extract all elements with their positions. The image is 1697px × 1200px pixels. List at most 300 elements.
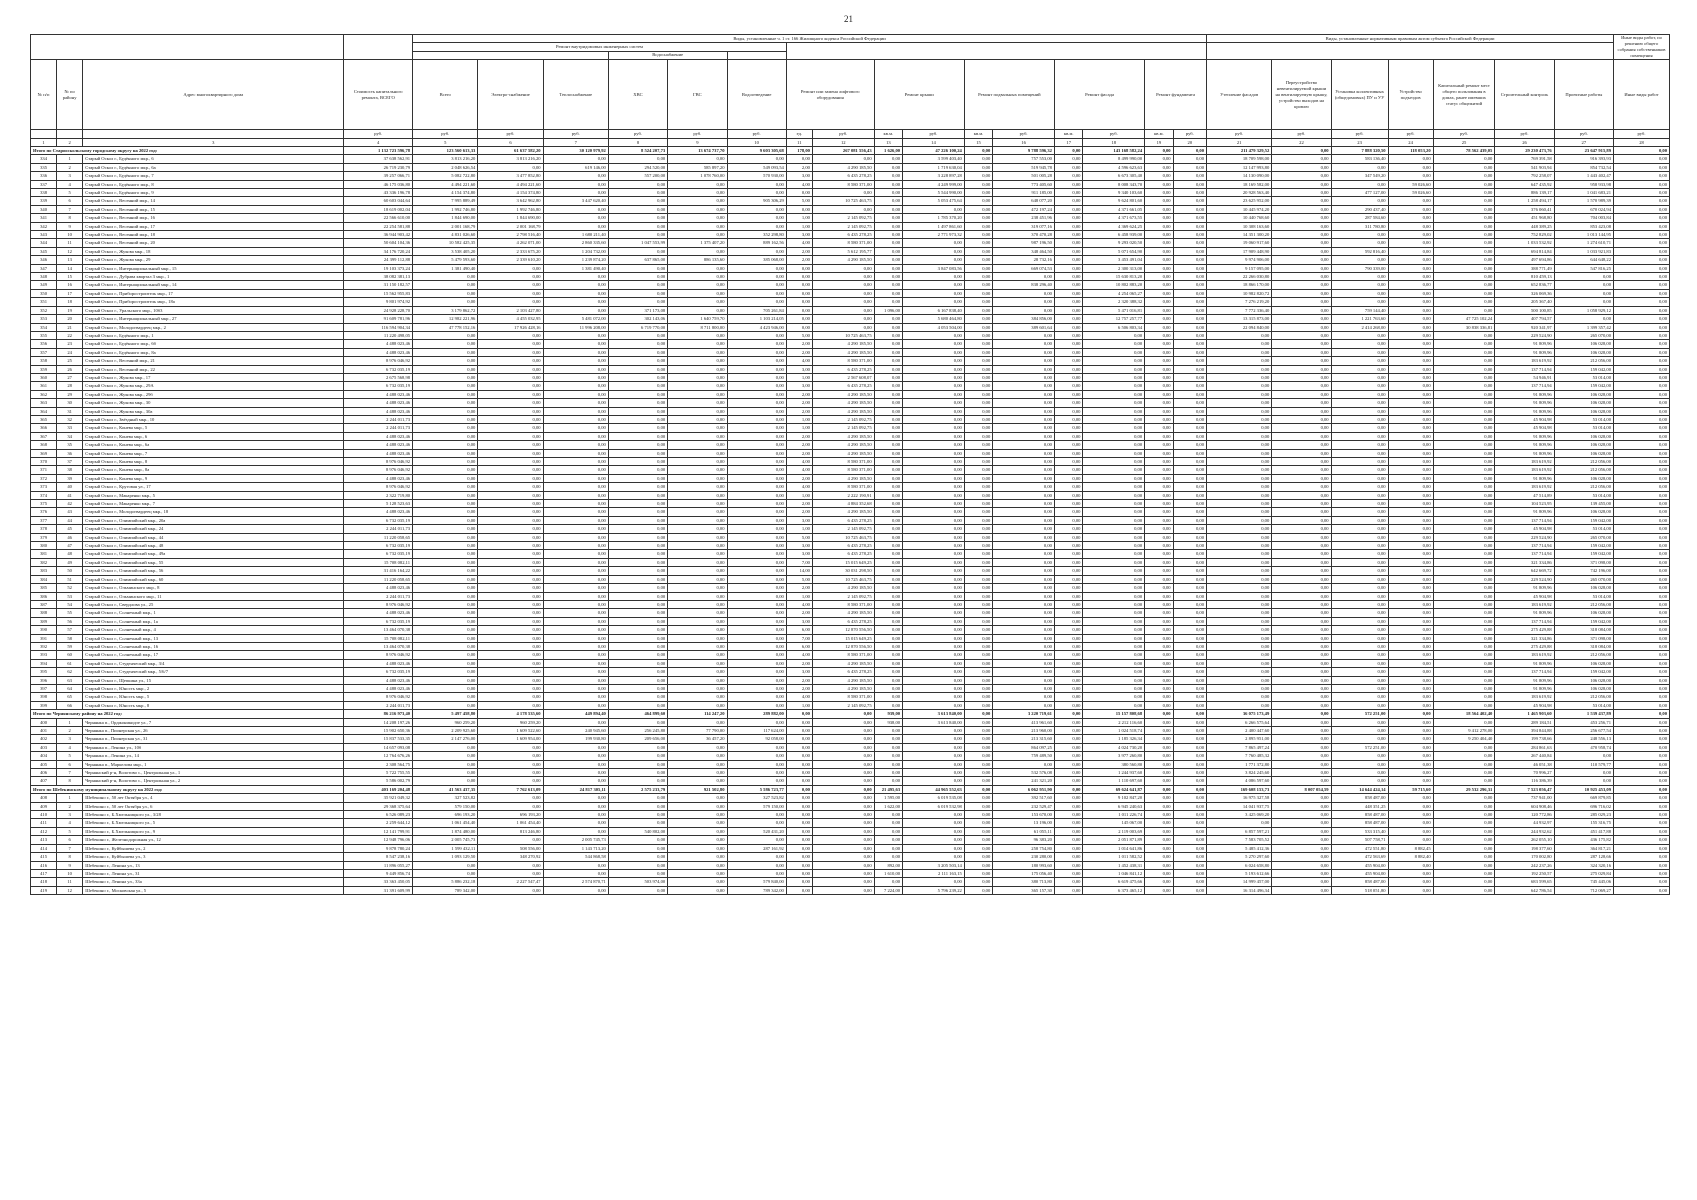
- value-cell: 26 719 230,79: [344, 163, 413, 171]
- value-cell: 572 251,00: [1331, 710, 1388, 718]
- value-cell: 2,00: [786, 500, 812, 508]
- value-cell: 347 549,20: [1331, 172, 1388, 180]
- value-cell: 0,00: [727, 189, 786, 197]
- value-cell: 0,00: [1054, 668, 1082, 676]
- value-cell: 9 624 801,60: [1083, 197, 1145, 205]
- value-cell: 0,00: [478, 491, 543, 499]
- address-cell: Старый Оскол г., Солнечный мкр., 13: [83, 634, 344, 642]
- value-cell: 3 179 862,72: [413, 306, 478, 314]
- value-cell: 0,00: [478, 373, 543, 381]
- row-number: 343: [31, 231, 57, 239]
- value-cell: 413 961,60: [993, 718, 1055, 726]
- value-cell: 0,00: [1272, 819, 1331, 827]
- district-number: 11: [57, 878, 83, 886]
- value-cell: 9 340 103,60: [1083, 189, 1145, 197]
- value-cell: 455 904,00: [1331, 861, 1388, 869]
- value-cell: 0,00: [1614, 609, 1670, 617]
- value-cell: 3,00: [786, 617, 812, 625]
- value-cell: 0,00: [478, 516, 543, 524]
- value-cell: 0,00: [1173, 231, 1206, 239]
- district-number: 52: [57, 584, 83, 592]
- value-cell: 0,00: [1145, 651, 1173, 659]
- value-cell: 38 082 381,13: [344, 273, 413, 281]
- column-number-cell: 22: [1272, 138, 1331, 146]
- value-cell: 0,00: [478, 617, 543, 625]
- column-titles-row: [31, 60, 1670, 130]
- row-number: 349: [31, 281, 57, 289]
- value-cell: 451 968,80: [1495, 214, 1554, 222]
- value-cell: 0,00: [993, 642, 1055, 650]
- value-cell: 0,00: [1054, 886, 1082, 894]
- value-cell: 6 732 035,19: [344, 617, 413, 625]
- value-cell: 6 732 035,19: [344, 542, 413, 550]
- value-cell: 60 603 044,64: [344, 197, 413, 205]
- value-cell: 0,00: [874, 483, 902, 491]
- value-cell: 0,00: [1433, 197, 1495, 205]
- value-cell: 0,00: [1433, 525, 1495, 533]
- value-cell: 1 011 582,52: [1083, 853, 1145, 861]
- value-cell: 0,00: [1054, 424, 1082, 432]
- value-cell: 0,00: [1272, 172, 1331, 180]
- value-cell: 0,00: [1272, 231, 1331, 239]
- value-cell: 0,00: [786, 785, 812, 793]
- value-cell: 0,00: [478, 348, 543, 356]
- value-cell: 0,00: [608, 449, 667, 457]
- value-cell: 0,00: [1331, 239, 1388, 247]
- value-cell: 0,00: [964, 516, 992, 524]
- value-cell: 0,00: [543, 760, 608, 768]
- value-cell: 0,00: [727, 264, 786, 272]
- value-cell: 36 944 903,42: [344, 231, 413, 239]
- value-cell: 175 056,40: [993, 869, 1055, 877]
- value-cell: 0,00: [993, 533, 1055, 541]
- value-cell: 0,00: [1433, 802, 1495, 810]
- value-cell: 0,00: [964, 247, 992, 255]
- address-cell: Старый Оскол г., Студенческий мкр., 5/6/7: [83, 668, 344, 676]
- address-cell: Шебекино г., Б.Хмельницкого ул., 3/28: [83, 811, 344, 819]
- value-cell: 0,00: [903, 474, 965, 482]
- value-cell: 0,00: [874, 222, 902, 230]
- table-row: [31, 365, 1670, 373]
- value-cell: 0,00: [993, 365, 1055, 373]
- district-number: 40: [57, 483, 83, 491]
- value-cell: 0,00: [903, 819, 965, 827]
- value-cell: 1,00: [786, 222, 812, 230]
- value-cell: 19 060 917,60: [1207, 239, 1272, 247]
- value-cell: 0,00: [727, 659, 786, 667]
- row-number: 417: [31, 869, 57, 877]
- value-cell: 0,00: [874, 735, 902, 743]
- value-cell: 0,00: [668, 180, 727, 188]
- value-cell: 4 488 023,46: [344, 399, 413, 407]
- value-cell: 0,00: [478, 584, 543, 592]
- district-number: 64: [57, 684, 83, 692]
- value-cell: 0,00: [608, 853, 667, 861]
- value-cell: 0,00: [1272, 735, 1331, 743]
- value-cell: 0,00: [1207, 432, 1272, 440]
- value-cell: 0,00: [1173, 466, 1206, 474]
- value-cell: 0,00: [874, 239, 902, 247]
- value-cell: 0,00: [993, 693, 1055, 701]
- table-row: [31, 491, 1670, 499]
- value-cell: 8 711 800,00: [668, 323, 727, 331]
- address-cell: Старый Оскол г., Жукова мкр., 18: [83, 247, 344, 255]
- value-cell: 7 888 320,50: [1331, 146, 1388, 154]
- value-cell: 0,00: [1145, 718, 1173, 726]
- value-cell: 0,00: [1614, 878, 1670, 886]
- header-spacer: [413, 51, 609, 59]
- value-cell: 9 412 278,00: [1433, 727, 1495, 735]
- value-cell: 0,00: [668, 231, 727, 239]
- value-cell: 0,00: [543, 584, 608, 592]
- value-cell: 0,00: [964, 743, 992, 751]
- page-number: 21: [844, 14, 853, 24]
- value-cell: 0,00: [1145, 365, 1173, 373]
- value-cell: 0,00: [964, 466, 992, 474]
- value-cell: 0,00: [1433, 491, 1495, 499]
- table-row: [31, 163, 1670, 171]
- value-cell: 0,00: [903, 365, 965, 373]
- value-cell: 0,00: [903, 634, 965, 642]
- value-cell: 0,00: [478, 407, 543, 415]
- value-cell: 0,00: [543, 693, 608, 701]
- value-cell: 0,00: [727, 289, 786, 297]
- value-cell: 5 082 722,80: [413, 172, 478, 180]
- value-cell: 212 056,00: [1554, 483, 1613, 491]
- value-cell: 0,00: [786, 273, 812, 281]
- value-cell: 0,00: [1433, 214, 1495, 222]
- value-cell: 29 532 296,31: [1433, 785, 1495, 793]
- value-cell: 0,00: [1145, 256, 1173, 264]
- value-cell: 0,00: [1433, 878, 1495, 886]
- value-cell: 0,00: [1083, 500, 1145, 508]
- value-cell: 0,00: [668, 592, 727, 600]
- value-cell: 0,00: [1331, 651, 1388, 659]
- value-cell: 544 868,58: [543, 853, 608, 861]
- value-cell: 0,00: [903, 626, 965, 634]
- value-cell: 0,00: [964, 811, 992, 819]
- value-cell: 0,00: [1083, 348, 1145, 356]
- value-cell: 0,00: [1083, 432, 1145, 440]
- value-cell: 159 042,00: [1554, 668, 1613, 676]
- unit-cell: руб.: [1331, 130, 1388, 138]
- value-cell: 91 809,96: [1495, 348, 1554, 356]
- value-cell: 6 732 035,19: [344, 550, 413, 558]
- value-cell: 1 381 490,40: [543, 264, 608, 272]
- value-cell: 0,00: [543, 752, 608, 760]
- value-cell: 0,00: [608, 676, 667, 684]
- value-cell: 0,00: [727, 609, 786, 617]
- address-cell: Старый Оскол г., Приборостроитель мкр., 18а: [83, 298, 344, 306]
- table-row: [31, 575, 1670, 583]
- value-cell: 604 908,46: [1495, 802, 1554, 810]
- district-number: 36: [57, 449, 83, 457]
- value-cell: 0,00: [1614, 668, 1670, 676]
- value-cell: 0,00: [1145, 727, 1173, 735]
- row-number: 360: [31, 373, 57, 381]
- value-cell: 0,00: [668, 794, 727, 802]
- value-cell: 12 147 993,80: [1207, 163, 1272, 171]
- value-cell: 0,00: [1614, 205, 1670, 213]
- value-cell: 1 452 438,31: [1083, 861, 1145, 869]
- value-cell: 0,00: [903, 853, 965, 861]
- district-number: 42: [57, 500, 83, 508]
- value-cell: 436 175,82: [1554, 836, 1613, 844]
- value-cell: 0,00: [1083, 373, 1145, 381]
- value-cell: 0,00: [1614, 525, 1670, 533]
- value-cell: 0,00: [1173, 382, 1206, 390]
- value-cell: 0,00: [608, 718, 667, 726]
- value-cell: 0,00: [1433, 668, 1495, 676]
- value-cell: 0,00: [874, 189, 902, 197]
- value-cell: 321 334,86: [1495, 634, 1554, 642]
- value-cell: 0,00: [993, 558, 1055, 566]
- value-cell: 1 258 494,17: [1495, 197, 1554, 205]
- table-row: [31, 432, 1670, 440]
- value-cell: 0,00: [874, 449, 902, 457]
- value-cell: 0,00: [1145, 743, 1173, 751]
- value-cell: 4 488 023,46: [344, 684, 413, 692]
- value-cell: 0,00: [964, 146, 992, 154]
- value-cell: 0,00: [903, 684, 965, 692]
- row-number: 351: [31, 298, 57, 306]
- value-cell: 0,00: [993, 449, 1055, 457]
- address-cell: Старый Оскол г., Конева мкр., 6: [83, 432, 344, 440]
- value-cell: 0,00: [543, 626, 608, 634]
- row-number: 377: [31, 516, 57, 524]
- value-cell: 0,00: [1173, 584, 1206, 592]
- value-cell: 0,00: [1054, 617, 1082, 625]
- value-cell: 14 999 457,00: [1207, 878, 1272, 886]
- table-row: [31, 617, 1670, 625]
- value-cell: 0,00: [1207, 399, 1272, 407]
- value-cell: 0,00: [903, 273, 965, 281]
- value-cell: 0,00: [786, 735, 812, 743]
- value-cell: 47 514,89: [1495, 491, 1554, 499]
- value-cell: 6 619 475,66: [1083, 878, 1145, 886]
- value-cell: 0,00: [1388, 861, 1433, 869]
- value-cell: 642 786,54: [1495, 886, 1554, 894]
- value-cell: 0,00: [1388, 407, 1433, 415]
- table-row: [31, 600, 1670, 608]
- value-cell: 0,00: [478, 575, 543, 583]
- value-cell: 0,00: [1388, 878, 1433, 886]
- value-cell: 2 244 011,73: [344, 424, 413, 432]
- value-cell: 256 677,54: [1554, 727, 1613, 735]
- value-cell: 13 674 737,70: [668, 146, 727, 154]
- table-row: [31, 273, 1670, 281]
- district-number: 16: [57, 281, 83, 289]
- value-cell: 1 061 454,40: [478, 819, 543, 827]
- table-row: [31, 777, 1670, 785]
- value-cell: 0,00: [1173, 777, 1206, 785]
- value-cell: 0,00: [1145, 491, 1173, 499]
- value-cell: 0,00: [1388, 365, 1433, 373]
- value-cell: 0,00: [812, 827, 874, 835]
- value-cell: 0,00: [1173, 508, 1206, 516]
- value-cell: 0,00: [668, 491, 727, 499]
- value-cell: 0,00: [812, 718, 874, 726]
- district-number: 49: [57, 558, 83, 566]
- value-cell: 0,00: [543, 424, 608, 432]
- value-cell: 0,00: [1388, 289, 1433, 297]
- value-cell: 0,00: [1433, 777, 1495, 785]
- row-number: 409: [31, 802, 57, 810]
- table-row: [31, 886, 1670, 894]
- row-number: 403: [31, 743, 57, 751]
- value-cell: 0,00: [1083, 365, 1145, 373]
- table-row: [31, 735, 1670, 743]
- value-cell: 1 061 454,40: [413, 819, 478, 827]
- value-cell: 0,00: [786, 836, 812, 844]
- district-number: 39: [57, 474, 83, 482]
- value-cell: 15 708 082,11: [344, 634, 413, 642]
- value-cell: 773 405,60: [993, 180, 1055, 188]
- value-cell: 0,00: [964, 752, 992, 760]
- value-cell: 0,00: [543, 802, 608, 810]
- value-cell: 0,00: [903, 769, 965, 777]
- value-cell: 50 604 104,36: [344, 239, 413, 247]
- value-cell: 0,00: [874, 819, 902, 827]
- value-cell: 0,00: [1272, 567, 1331, 575]
- value-cell: 0,00: [727, 516, 786, 524]
- value-cell: 0,00: [608, 432, 667, 440]
- table-row: [31, 701, 1670, 709]
- value-cell: 4,00: [786, 600, 812, 608]
- row-number: 395: [31, 668, 57, 676]
- value-cell: 376 060,41: [1495, 205, 1554, 213]
- value-cell: 0,00: [993, 634, 1055, 642]
- value-cell: 0,00: [1388, 474, 1433, 482]
- value-cell: 0,00: [964, 836, 992, 844]
- value-cell: 0,00: [812, 289, 874, 297]
- column-number-cell: 17: [1054, 138, 1082, 146]
- value-cell: 0,00: [1207, 382, 1272, 390]
- value-cell: 2 005 745,73: [413, 836, 478, 844]
- value-cell: 0,00: [964, 180, 992, 188]
- value-cell: 0,00: [964, 289, 992, 297]
- value-cell: 265 070,00: [1554, 533, 1613, 541]
- value-cell: 0,00: [1433, 399, 1495, 407]
- value-cell: 0,00: [1054, 180, 1082, 188]
- address-cell: Старый Оскол г., Весенний мкр., 22: [83, 365, 344, 373]
- value-cell: 0,00: [1614, 542, 1670, 550]
- value-cell: 0,00: [478, 558, 543, 566]
- value-cell: 0,00: [608, 197, 667, 205]
- value-cell: 0,00: [1054, 567, 1082, 575]
- value-cell: 0,00: [1272, 281, 1331, 289]
- value-cell: 0,00: [608, 886, 667, 894]
- value-cell: 0,00: [1388, 668, 1433, 676]
- col-title: Строительный контроль: [1495, 60, 1554, 130]
- value-cell: 0,00: [786, 315, 812, 323]
- column-numbers-row: [31, 138, 1670, 146]
- value-cell: 0,00: [1054, 172, 1082, 180]
- value-cell: 0,00: [1083, 533, 1145, 541]
- address-cell: Старый Оскол г., Жукова мкр., 29: [83, 256, 344, 264]
- district-number: 3: [57, 811, 83, 819]
- value-cell: 0,00: [1272, 558, 1331, 566]
- value-cell: 2 567 608,07: [812, 373, 874, 381]
- value-cell: 0,00: [812, 760, 874, 768]
- table-row: [31, 298, 1670, 306]
- value-cell: 0,00: [543, 449, 608, 457]
- value-cell: 0,00: [413, 533, 478, 541]
- value-cell: 0,00: [1272, 550, 1331, 558]
- value-cell: 0,00: [1054, 693, 1082, 701]
- value-cell: 0,00: [413, 609, 478, 617]
- value-cell: 0,00: [964, 718, 992, 726]
- value-cell: 0,00: [1054, 365, 1082, 373]
- value-cell: 0,00: [1331, 424, 1388, 432]
- value-cell: 0,00: [1272, 163, 1331, 171]
- value-cell: 2,00: [786, 449, 812, 457]
- value-cell: 0,00: [964, 710, 992, 718]
- value-cell: 0,00: [1614, 626, 1670, 634]
- value-cell: 0,00: [1207, 592, 1272, 600]
- value-cell: 0,00: [903, 525, 965, 533]
- value-cell: 0,00: [1173, 458, 1206, 466]
- value-cell: 0,00: [1272, 146, 1331, 154]
- subtotal-row: [31, 146, 1670, 154]
- value-cell: 0,00: [1054, 592, 1082, 600]
- table-row: [31, 155, 1670, 163]
- value-cell: 8 976 046,92: [344, 458, 413, 466]
- value-cell: 0,00: [1331, 701, 1388, 709]
- value-cell: 0,00: [812, 315, 874, 323]
- value-cell: 0,00: [964, 306, 992, 314]
- value-cell: 91 609 781,96: [344, 315, 413, 323]
- value-cell: 5 053 475,64: [903, 197, 965, 205]
- value-cell: 403 169 204,48: [344, 785, 413, 793]
- value-cell: 0,00: [1272, 575, 1331, 583]
- district-number: 20: [57, 315, 83, 323]
- value-cell: 8 580 371,00: [812, 239, 874, 247]
- value-cell: 0,00: [874, 676, 902, 684]
- value-cell: 0,00: [786, 155, 812, 163]
- district-number: 7: [57, 205, 83, 213]
- value-cell: 0,00: [1145, 315, 1173, 323]
- value-cell: 6 435 278,25: [812, 617, 874, 625]
- value-cell: 0,00: [812, 886, 874, 894]
- district-number: 58: [57, 634, 83, 642]
- column-number-cell: 14: [903, 138, 965, 146]
- value-cell: 1 239 874,20: [543, 256, 608, 264]
- value-cell: 0,00: [1054, 516, 1082, 524]
- table-row: [31, 584, 1670, 592]
- value-cell: 0,00: [874, 584, 902, 592]
- value-cell: 0,00: [543, 861, 608, 869]
- value-cell: 0,00: [1614, 500, 1670, 508]
- value-cell: 0,00: [1173, 869, 1206, 877]
- value-cell: 0,00: [1272, 684, 1331, 692]
- value-cell: 0,00: [1272, 693, 1331, 701]
- table-row: [31, 609, 1670, 617]
- value-cell: 2 400 447,60: [1207, 727, 1272, 735]
- value-cell: 0,00: [812, 323, 874, 331]
- value-cell: 0,00: [1054, 869, 1082, 877]
- value-cell: 5 481 072,00: [543, 315, 608, 323]
- value-cell: 0,00: [1388, 584, 1433, 592]
- value-cell: 14 130 090,00: [1207, 172, 1272, 180]
- value-cell: 3,00: [786, 382, 812, 390]
- value-cell: 0,00: [608, 634, 667, 642]
- table-row: [31, 743, 1670, 751]
- header-spacer: [1207, 43, 1614, 60]
- value-cell: 0,00: [1331, 340, 1388, 348]
- value-cell: 6 435 278,25: [812, 382, 874, 390]
- value-cell: 0,00: [812, 811, 874, 819]
